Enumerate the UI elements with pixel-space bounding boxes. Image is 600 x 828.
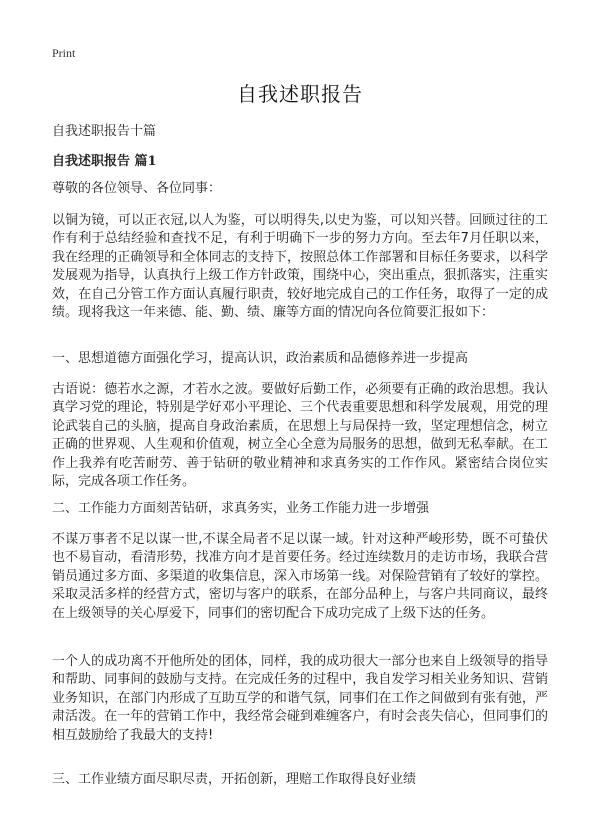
heading-ability: 二、工作能力方面刻苦钻研，求真务实，业务工作能力进一步增强 [52, 501, 430, 516]
paragraph-ability: 不谋万事者不足以谋一世,不谋全局者不足以谋一域。针对这种严峻形势，既不可蛰伏也不易盲动，看清形势，找准方向才是首要任务。经过连续数月的走访市场，我联合营销员通过多方面、多渠道的收集信息，深入市场第一线。对保险营销有了较好的掌控。采取灵活多样的经营方式，密切与客户的联系，在部分品种上，与客户共同商议，最终在上级领导的关心厚爱下，同事们的密切配合下成功完成了上级下达的任务。 [52, 532, 548, 621]
page-title: 自我述职报告 [237, 82, 363, 106]
heading-ideology: 一、思想道德方面强化学习，提高认识，政治素质和品德修养进一步提高 [52, 351, 469, 366]
greeting: 尊敬的各位领导、各位同事： [52, 181, 222, 196]
paragraph-teamwork: 一个人的成功离不开他所处的团体，同样，我的成功很大一部分也来自上级领导的指导和帮助、同事间的鼓励与支持。在完成任务的过程中，我自发学习相关业务知识、营销业务知识，在部门内形成了互助互学的和谐气氛，同事们在工作之间做到有张有弛，严肃活泼。在一年的营销工作中，我经常会碰到难缠客户，有时会丧失信心，但同事们的相互鼓励给了我最大的支持! [52, 654, 548, 743]
document-subtitle: 自我述职报告十篇 [52, 124, 157, 139]
heading-performance: 三、工作业绩方面尽职尽责，开拓创新，理赔工作取得良好业绩 [52, 772, 417, 787]
print-link[interactable]: Print [52, 46, 76, 60]
paragraph-intro: 以铜为镜，可以正衣冠,以人为鉴，可以明得失,以史为鉴，可以知兴替。回顾过往的工作有利于总结经验和查找不足，有利于明确下一步的努力方向。至去年7月任职以来，我在经理的正确领导和全体同志的支持下，按照总体工作部署和目标任务要求，以科学发展观为指导，认真执行上级工作方针政策，围绕中心，突出重点，狠抓落实，注重实效，在自己分管工作方面认真履行职责，较好地完成自己的工作任务，取得了一定的成绩。现将我这一年来德、能、勤、绩、廉等方面的情况向各位简要汇报如下： [52, 213, 548, 321]
paragraph-ideology: 古语说：德若水之源，才若水之波。要做好后勤工作，必须要有正确的政治思想。我认真学习党的理论，特别是学好邓小平理论、三个代表重要思想和科学发展观，用党的理论武装自己的头脑，提高自身政治素质，在思想上与局保持一致，坚定理想信念，树立正确的世界观、人生观和价值观，树立全心全意为局服务的思想，做到无私奉献。在工作上我养有吃苦耐劳、善于钻研的敬业精神和求真务实的工作作风。紧密结合岗位实际，完成各项工作任务。 [52, 382, 548, 490]
section-title: 自我述职报告 篇1 [52, 154, 157, 169]
